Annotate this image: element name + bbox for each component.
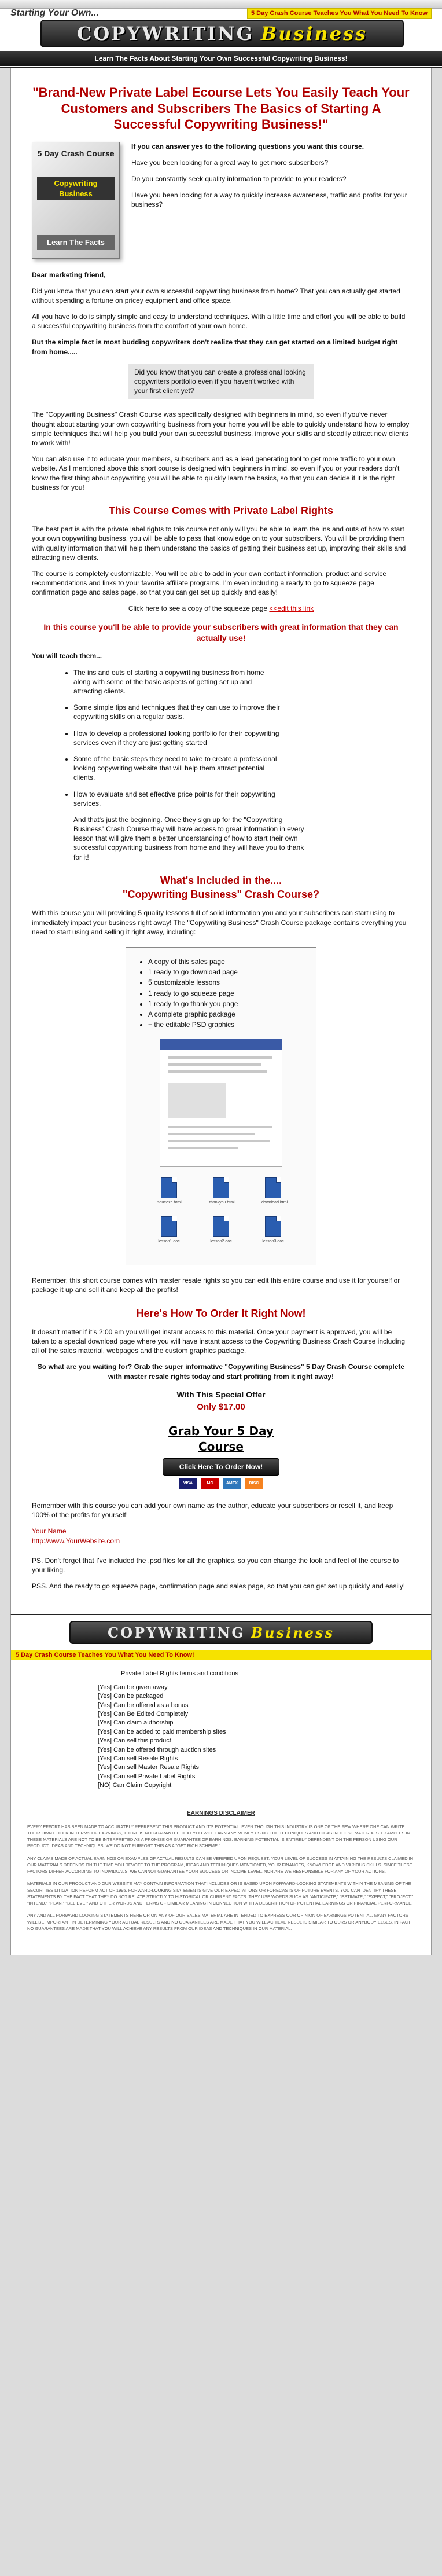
disclaimer-paragraph: ANY CLAIMS MADE OF ACTUAL EARNINGS OR EXAMPLES OF ACTUAL RESULTS CAN BE VERIFIED UPON REQUEST. YOUR LEVEL OF SUCCESS IN ATTAINING THE RESULTS CLAIMED IN OUR MATERIALS DEPENDS ON THE TIME YOU DEVOTE TO THE PROGRAM, IDEAS AND TECHNIQUES MENTIONED, YOUR FINANCES, KNOWLEDGE AND VARIOUS SKILLS. SINCE THESE FACTORS DIFFER ACCORDING TO INDIVIDUALS, WE CANNOT GUARANTEE YOUR SUCCESS OR INCOME LEVEL. NOR ARE WE RESPONSIBLE FOR ANY OF YOUR ACTIONS.: [27, 1855, 414, 1874]
main-content: [10, 68, 432, 1614]
package-list: [141, 957, 308, 1029]
document-icon: [265, 1177, 281, 1198]
list-item: • 5 customizable lessons: [148, 978, 308, 987]
included-heading-line2: "Copywriting Business" Crash Course?: [122, 889, 320, 901]
body-paragraph: You can also use it to educate your members, subscribers and as a lead generating tool to get more traffic to your own website. As I mentioned above this short course is designed with beginners in mind, so even if you or your readers don't know the first thing about copywriting you will be able to quickly learn the basics, so that you can decide if it is the right business for you!: [32, 455, 400, 491]
mastercard-icon: MC: [201, 1478, 219, 1489]
earnings-disclaimer: [10, 1799, 432, 1956]
list-item: [Yes] Can be packaged: [98, 1693, 164, 1700]
preview-line: [168, 1070, 267, 1073]
amex-icon: AMEX: [223, 1478, 241, 1489]
product-box-image: [32, 142, 120, 259]
preview-line: [168, 1140, 270, 1142]
preview-bar: [160, 1039, 282, 1050]
included-heading: [32, 874, 410, 902]
waiting-paragraph: So what are you waiting for? Grab the super informative "Copywriting Business" 5 Day Crash Course complete with master resale rights today and start profiting from it right away!: [37, 1363, 405, 1381]
header: [0, 0, 442, 68]
file-label: lesson1.doc: [158, 1239, 180, 1243]
body-paragraph-bold: But the simple fact is most budding copywriters don't realize that they can get started on a limited budget right from home.....: [32, 338, 398, 356]
intro-question: Have you been looking for a great way to get more subscribers?: [131, 158, 329, 167]
headline: "Brand-New Private Label Ecourse Lets You Easily Teach Your Customers and Subscribers The Basics of Starting A Successful Copywriting Business!": [32, 85, 410, 131]
body-paragraph: All you have to do is simply simple and easy to understand techniques. With a little time and effort you will be able to build a successful copywriting business from the comfort of your own home.: [32, 313, 406, 331]
intro-lead: If you can answer yes to the following questions you want this course.: [131, 142, 364, 151]
list-item: • + the editable PSD graphics: [148, 1020, 308, 1029]
payment-cards: [154, 1478, 288, 1489]
list-item: [Yes] Can sell Master Resale Rights: [98, 1764, 200, 1771]
rights-title: Private Label Rights terms and conditions: [121, 1670, 238, 1678]
list-item: • A copy of this sales page: [148, 957, 308, 966]
plr-callout: In this course you'll be able to provide your subscribers with great information that they can actually use!: [43, 622, 399, 643]
disclaimer-title: EARNINGS DISCLAIMER: [187, 1810, 255, 1817]
header-subbar: Learn The Facts About Starting Your Own Successful Copywriting Business!: [0, 51, 442, 66]
body-paragraph: It doesn't matter if it's 2:00 am you will get instant access to this material. Once your payment is approved, you will be taken to a special download page where you will have instant access to the Copywriting Business Crash Course including all of the sales material, webpages and the custom graphics package.: [32, 1327, 406, 1355]
file-label: download.html: [261, 1201, 288, 1205]
site-logo: [40, 20, 404, 47]
list-item: [Yes] Can be offered as a bonus: [98, 1701, 189, 1709]
plr-heading: This Course Comes with Private Label Rights: [108, 504, 334, 516]
package-box: [126, 947, 316, 1265]
disclaimer-paragraph: ANY AND ALL FORWARD LOOKING STATEMENTS HERE OR ON ANY OF OUR SALES MATERIAL ARE INTENDED TO EXPRESS OUR OPINION OF EARNINGS POTENTIAL. MANY FACTORS WILL BE IMPORTANT IN DETERMINING YOUR ACTUAL RESULTS AND NO GUARANTEES ARE MADE THAT YOU WILL ACHIEVE RESULTS SIMILAR TO OURS OR ANYBODY ELSES, IN FACT NO GUARANTEES ARE MADE THAT YOU WILL ACHIEVE ANY RESULTS FROM OUR IDEAS AND TECHNIQUES IN OUR MATERIAL.: [27, 1913, 411, 1931]
list-item: • How to develop a professional looking portfolio for their copywriting services even if they are just getting started: [73, 729, 282, 747]
file-item: [157, 1177, 181, 1205]
order-button[interactable]: [154, 1423, 288, 1489]
body-paragraph: With this course you will providing 5 quality lessons full of solid information you and your subscribers can start using to immediately impact your business right away! The "Copywriting Business" Crash Course package contains everything you need to start using and selling it right away, including:: [32, 909, 407, 936]
product-box-title: 5 Day Crash Course: [37, 148, 115, 158]
list-item: [Yes] Can sell Resale Rights: [98, 1755, 178, 1762]
file-label: thankyou.html: [209, 1201, 235, 1205]
list-item: • A complete graphic package: [148, 1010, 308, 1019]
list-item: • 1 ready to go squeeze page: [148, 989, 308, 998]
ps-paragraph: PS. Don't forget that I've included the .psd files for all the graphics, so you can change the look and feel of the course to your liking.: [32, 1556, 399, 1575]
teach-lead: You will teach them...: [32, 652, 102, 660]
disclaimer-paragraph: EVERY EFFORT HAS BEEN MADE TO ACCURATELY REPRESENT THIS PRODUCT AND IT'S POTENTIAL. EVEN THOUGH THIS INDUSTRY IS ONE OF THE FEW WHERE ONE CAN WRITE THEIR OWN CHECK IN TERMS OF EARNINGS, THERE IS NO GUARANTEE THAT YOU WILL EARN ANY MONEY USING THE TECHNIQUES AND IDEAS IN THESE MATERIALS. EXAMPLES IN THESE MATERIALS ARE NOT TO BE INTERPRETED AS A PROMISE OR GUARANTEE OF EARNINGS. EARNING POTENTIAL IS ENTIRELY DEPENDENT ON THE PERSON USING OUR PRODUCT, IDEAS AND TECHNIQUES. WE DO NOT PURPORT THIS AS A "GET RICH SCHEME.": [27, 1823, 410, 1849]
sales-page-preview-image: [160, 1039, 282, 1167]
preview-line: [168, 1063, 261, 1066]
header-tagline: 5 Day Crash Course Teaches You What You Need To Know: [247, 8, 432, 19]
product-box-logo: Copywriting Business: [37, 177, 115, 200]
product-box-foot: Learn The Facts: [37, 235, 115, 250]
squeeze-edit-link[interactable]: <<edit this link: [269, 604, 314, 613]
note-box: Did you know that you can create a professional looking copywriters portfolio even if you haven't worked with your first client yet?: [128, 364, 314, 400]
preview-image: [168, 1083, 226, 1118]
pss-paragraph: PSS. And the ready to go squeeze page, confirmation page and sales page, so that you can get set up quickly and easily!: [32, 1582, 406, 1591]
list-item: • 1 ready to go download page: [148, 967, 308, 977]
list-item: • 1 ready to go thank you page: [148, 999, 308, 1008]
footer-logo: [69, 1621, 373, 1644]
body-paragraph: The best part is with the private label rights to this course not only will you be able to learn the ins and outs of how to start your own copywriting business, you will be able to pass that knowledge on to your subscribers. You will be providing them with quality information that will help them understand the basics of getting their business set up, improving their skills and attracting new clients.: [32, 525, 406, 562]
list-item: [Yes] Can be given away: [98, 1683, 168, 1691]
footer-logo-accent: Business: [251, 1624, 334, 1641]
list-item: • Some simple tips and techniques that they can use to improve their copywriting skills on a regular basis.: [73, 703, 282, 721]
order-heading: Here's How To Order It Right Now!: [136, 1307, 306, 1319]
file-item: [209, 1216, 233, 1244]
list-item: • How to evaluate and set effective price points for their copywriting services.: [73, 790, 282, 808]
preview-line: [168, 1056, 272, 1059]
list-item: [Yes] Can Be Edited Completely: [98, 1710, 189, 1718]
file-label: squeeze.html: [157, 1201, 182, 1205]
body-paragraph: Did you know that you can start your own successful copywriting business from home? That you can actually get started without spending a fortune on pricey equipment and office space.: [32, 287, 400, 304]
document-icon: [161, 1216, 177, 1237]
footer-logo-main: COPYWRITING: [108, 1624, 245, 1641]
intro-questions: [131, 142, 410, 259]
document-icon: [213, 1216, 229, 1237]
file-item: [261, 1177, 288, 1205]
footer-strip: 5 Day Crash Course Teaches You What You Need To Know!: [10, 1650, 432, 1660]
greeting: Dear marketing friend,: [32, 270, 106, 279]
body-paragraph: Remember with this course you can add your own name as the author, educate your subscribers or resell it, and keep 100% of the profits for yourself!: [32, 1502, 393, 1520]
signature-name: Your Name: [32, 1527, 67, 1536]
preview-line: [168, 1133, 255, 1135]
list-item: [Yes] Can sell Private Label Rights: [98, 1773, 196, 1780]
intro-section: [32, 142, 410, 259]
list-item: [Yes] Can be offered through auction sites: [98, 1746, 216, 1753]
discover-icon: DISC: [245, 1478, 263, 1489]
list-item: • The ins and outs of starting a copywriting business from home along with some of the basic aspects of getting set up and attracting clients.: [73, 668, 282, 696]
body-paragraph: Remember, this short course comes with master resale rights so you can edit this entire course and use it for yourself or package it up and sell it and keep all the profits!: [32, 1276, 400, 1294]
logo-accent: Business: [260, 23, 368, 45]
price: Only $17.00: [197, 1401, 245, 1412]
file-item: [157, 1216, 181, 1244]
file-label: lesson3.doc: [262, 1239, 284, 1243]
order-click-text: Click Here To Order Now!: [163, 1458, 279, 1476]
list-item: [Yes] Can claim authorship: [98, 1719, 174, 1727]
document-icon: [213, 1177, 229, 1198]
body-paragraph: And that's just the beginning. Once they sign up for the "Copywriting Business" Crash Course they will have access to great information in every lesson that will give them a better understanding of how to start their own successful copywriting business from home and they will have you to thank for it!: [73, 815, 304, 861]
signature-url[interactable]: http://www.YourWebsite.com: [32, 1536, 120, 1545]
logo-main: COPYWRITING: [76, 23, 254, 45]
rights-section: [10, 1660, 432, 1798]
body-paragraph: The "Copywriting Business" Crash Course was specifically designed with beginners in mind, so even if you've never thought about starting your own copywriting business from your home you will be able to quickly understand how to employ simple techniques that will help you build your own successful business, improve your skills and steadily attract new clients to work with!: [32, 410, 410, 447]
header-strip: [0, 0, 442, 9]
file-icons-grid: [134, 1177, 308, 1244]
list-item: • Some of the basic steps they need to take to create a professional looking copywriting website that will help them attract potential clients.: [73, 754, 282, 783]
list-item: [Yes] Can sell this product: [98, 1737, 171, 1745]
special-offer: With This Special Offer: [176, 1389, 266, 1399]
list-item: [Yes] Can be added to paid membership sites: [98, 1728, 226, 1735]
squeeze-text[interactable]: Click here to see a copy of the squeeze page: [128, 604, 268, 613]
squeeze-line: [32, 604, 410, 613]
rights-list: [98, 1683, 344, 1790]
visa-icon: VISA: [179, 1478, 197, 1489]
list-item: [NO] Can Claim Copyright: [98, 1782, 172, 1789]
intro-question: Do you constantly seek quality information to provide to your readers?: [131, 174, 347, 183]
preview-line: [168, 1147, 238, 1149]
order-grab-text: Grab Your 5 Day Course: [168, 1423, 274, 1454]
file-label: lesson2.doc: [210, 1239, 232, 1243]
body-paragraph: The course is completely customizable. You will be able to add in your own contact information, product and service recommendations and links to your favorite affiliate programs. I'm even including a ready to go to squeeze page confirmation page and sales page, so that you can get set up quickly and easily!: [32, 569, 386, 597]
header-eyebrow: Starting Your Own...: [10, 8, 99, 18]
footer-banner: [10, 1614, 432, 1650]
teach-list: [32, 668, 410, 808]
intro-question: Have you been looking for a way to quickly increase awareness, traffic and profits for your business?: [131, 191, 407, 209]
document-icon: [161, 1177, 177, 1198]
included-heading-line1: What's Included in the....: [160, 874, 282, 886]
disclaimer-paragraph: MATERIALS IN OUR PRODUCT AND OUR WEBSITE MAY CONTAIN INFORMATION THAT INCLUDES OR IS BASED UPON FORWARD-LOOKING STATEMENTS WITHIN THE MEANING OF THE SECURITIES LITIGATION REFORM ACT OF 1995. FORWARD-LOOKING STATEMENTS GIVE OUR EXPECTATIONS OR FORECASTS OF FUTURE EVENTS. YOU CAN IDENTIFY THESE STATEMENTS BY THE FACT THAT THEY DO NOT RELATE STRICTLY TO HISTORICAL OR CURRENT FACTS. THEY USE WORDS SUCH AS "ANTICIPATE," "ESTIMATE," "EXPECT," "PROJECT," "INTEND," "PLAN," "BELIEVE," AND OTHER WORDS AND TERMS OF SIMILAR MEANING IN CONNECTION WITH A DESCRIPTION OF POTENTIAL EARNINGS OR FINANCIAL PERFORMANCE.: [27, 1881, 414, 1906]
preview-line: [168, 1126, 272, 1128]
file-item: [209, 1177, 233, 1205]
document-icon: [265, 1216, 281, 1237]
file-item: [261, 1216, 285, 1244]
